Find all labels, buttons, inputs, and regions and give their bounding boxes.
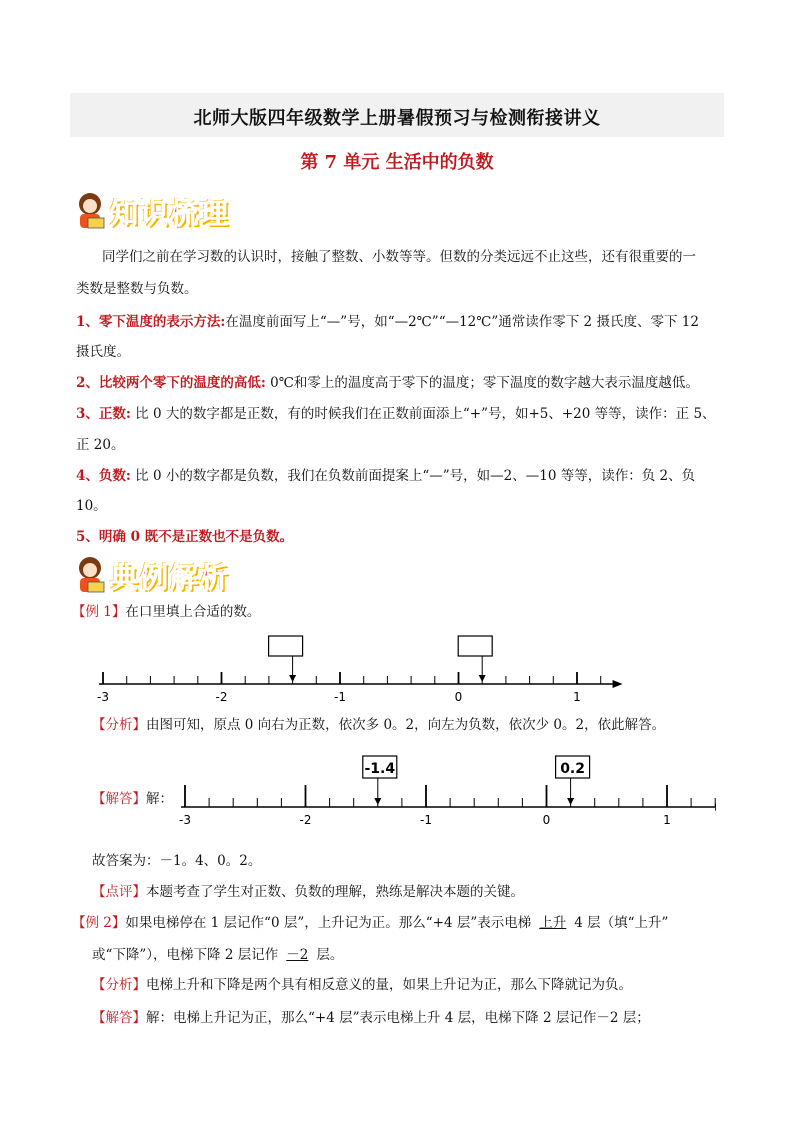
tick-label: 1 — [663, 813, 671, 827]
example-2-text-d: 层。 — [316, 947, 344, 963]
example-1-analysis — [92, 710, 665, 740]
example-2-blank-1: 上升 — [539, 915, 567, 931]
tick-label: -1 — [420, 813, 432, 827]
example-2-answer-text: 解：电梯上升记为正，那么“+4 层”表示电梯上升 4 层，电梯下降 2 层记作－2 层； — [146, 1010, 650, 1026]
pointer-arrowhead — [289, 675, 296, 682]
point-4-label: 4、负数: — [76, 468, 131, 484]
example-1-comment — [92, 877, 524, 907]
box-value: -1.4 — [364, 761, 396, 777]
example-2-line-2 — [92, 940, 343, 970]
point-4-cont: 10。 — [76, 498, 107, 514]
point-1-cont: 摄氏度。 — [76, 344, 130, 360]
section-title-examples: 典例解析 — [110, 561, 231, 594]
example-2-line-1 — [72, 908, 668, 938]
point-3-text: 比 0 大的数字都是正数，有的时候我们在正数前面添上“+”号，如+5、+20 等等，读作：正 5、 — [130, 406, 716, 422]
section-banner-examples — [74, 554, 230, 598]
section-title-knowledge: 知识梳理 — [110, 197, 231, 230]
point-5: 5、明确 0 既不是正数也不是负数。 — [76, 529, 294, 545]
example-1-answer-label — [92, 784, 173, 814]
axis-arrowhead — [613, 680, 623, 688]
answer-box — [458, 636, 492, 656]
pointer-arrowhead — [567, 798, 574, 805]
tick-label: -3 — [179, 813, 191, 827]
example-2-label: 【例 2】 — [72, 915, 126, 931]
answer-label: 【解答】 — [92, 791, 146, 807]
example-1-final: 故答案为：－1。4、0。2。 — [92, 853, 262, 869]
tick-label: 0 — [542, 813, 551, 827]
answer-prefix: 解： — [146, 791, 173, 807]
tick-label: -3 — [97, 690, 109, 704]
pointer-arrowhead — [374, 798, 381, 805]
example-2-text-a: 如果电梯停在 1 层记作“0 层”，上升记为正。那么“+4 层”表示电梯 — [125, 915, 532, 931]
point-1 — [76, 307, 726, 337]
point-3-cont: 正 20。 — [76, 437, 125, 453]
example-2-answer — [92, 1003, 650, 1033]
example-2-text-b: 4 层（填“上升” — [574, 915, 669, 931]
number-line-answer — [174, 752, 716, 834]
example-1-text: 在口里填上合适的数。 — [125, 604, 261, 620]
tick-label: 1 — [573, 690, 581, 704]
example-1-label: 【例 1】 — [72, 604, 126, 620]
point-2 — [76, 368, 726, 398]
section-banner-knowledge — [74, 190, 230, 234]
point-1-text: 在温度前面写上“—”号，如“—2℃”“—12℃”通常读作零下 2 摄氏度、零下 12 — [225, 314, 699, 330]
point-4-text: 比 0 小的数字都是负数，我们在负数前面提案上“—”号，如—2、—10 等等，读作：负 2、负 — [130, 468, 696, 484]
answer-label: 【解答】 — [92, 1010, 146, 1026]
girl-reading-icon — [74, 556, 108, 596]
tick-label: -2 — [215, 690, 228, 704]
analysis-text: 由图可知，原点 0 向右为正数，依次多 0。2，向左为负数，依次少 0。2，依此解答。 — [146, 717, 666, 733]
example-2-analysis — [92, 970, 632, 1000]
point-3-label: 3、正数: — [76, 406, 131, 422]
doc-title: 北师大版四年级数学上册暑假预习与检测衔接讲义 — [193, 108, 601, 129]
box-value: 0.2 — [560, 761, 586, 777]
number-line-question — [90, 630, 635, 710]
pointer-arrowhead — [479, 675, 486, 682]
intro-line-2: 类数是整数与负数。 — [76, 281, 198, 297]
comment-text: 本题考查了学生对正数、负数的理解，熟练是解决本题的关键。 — [146, 884, 524, 900]
point-4 — [76, 461, 726, 491]
point-2-text: 0℃和零上的温度高于零下的温度；零下温度的数字越大表示温度越低。 — [265, 375, 699, 391]
girl-reading-icon — [74, 192, 108, 232]
point-3 — [76, 399, 726, 429]
example-2-text-c: 或“下降”），电梯下降 2 层记作 — [92, 947, 279, 963]
example-2-analysis-text: 电梯上升和下降是两个具有相反意义的量，如果上升记为正，那么下降就记为负。 — [146, 977, 632, 993]
example-1-prompt — [72, 597, 260, 627]
point-2-label: 2、比较两个零下的温度的高低: — [76, 375, 266, 391]
tick-label: -2 — [299, 813, 312, 827]
answer-box — [269, 636, 303, 656]
analysis-label: 【分析】 — [92, 717, 146, 733]
doc-subtitle: 第 7 单元 生活中的负数 — [300, 152, 494, 173]
tick-label: 0 — [454, 690, 463, 704]
intro-line-1: 同学们之前在学习数的认识时，接触了整数、小数等等。但数的分类远远不止这些，还有很重要的一 — [102, 249, 696, 265]
tick-label: -1 — [334, 690, 346, 704]
analysis-label: 【分析】 — [92, 977, 146, 993]
comment-label: 【点评】 — [92, 884, 146, 900]
example-2-blank-2: －2 — [286, 947, 309, 963]
point-1-label: 1、零下温度的表示方法: — [76, 314, 226, 330]
